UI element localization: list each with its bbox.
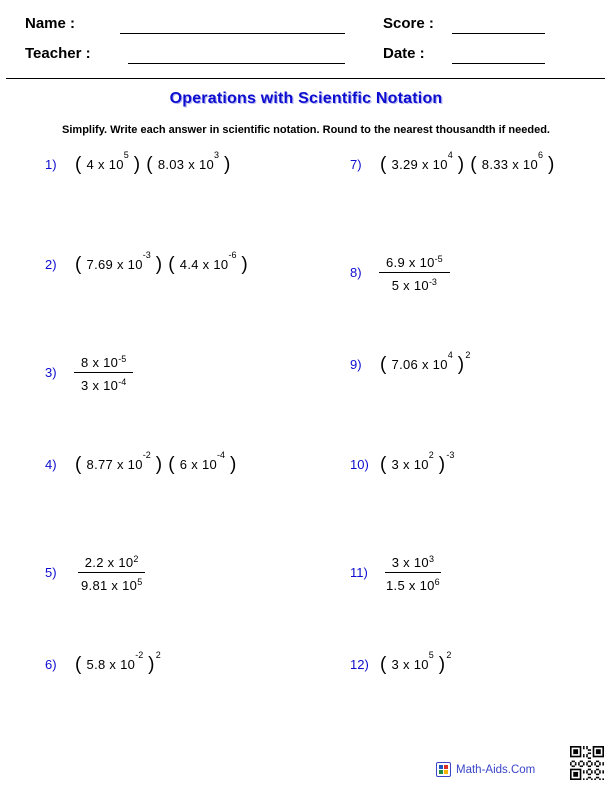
parenthesis: ) <box>438 454 446 475</box>
parenthesis: ( <box>75 454 82 475</box>
fraction-denominator: 9.81 x $10^5$ <box>81 576 143 593</box>
expression: ( 8.77 x $10^{-2}$ ) ( 6 x $10^{-4}$ ) <box>75 450 237 475</box>
expression <box>379 550 447 595</box>
expression: ( 3 x $10^5$ )$^2$ <box>380 650 452 675</box>
expression <box>74 350 133 395</box>
exponent: 4 <box>447 150 453 160</box>
exponent: 4 <box>447 350 453 360</box>
exponent: 6 <box>434 576 440 587</box>
parenthesis: ) <box>547 154 555 175</box>
problem-3 <box>45 350 133 394</box>
problem-number: 8) <box>350 264 362 280</box>
name-label: Name : <box>25 15 76 32</box>
parenthesis: ) <box>133 154 141 175</box>
teacher-label: Teacher : <box>25 45 91 62</box>
expression: ( 4 x $10^5$ ) ( 8.03 x $10^3$ ) <box>75 150 231 175</box>
expression: ( 7.06 x $10^4$ )$^2$ <box>380 350 471 375</box>
problem-10 <box>350 450 454 494</box>
parenthesis: ) <box>229 454 237 475</box>
fraction-denominator: 5 x $10^{-3}$ <box>391 276 437 293</box>
exponent: 3 <box>214 150 220 160</box>
exponent: -5 <box>118 353 127 364</box>
instructions-text: Simplify. Write each answer in scientific notation. Round to the nearest thousandth if needed. <box>62 124 550 136</box>
problem-1 <box>45 150 232 194</box>
exponent: 2 <box>465 350 471 360</box>
footer-brand <box>436 762 535 777</box>
parenthesis: ) <box>155 254 163 275</box>
fraction-numerator: 3 x $10^3$ <box>385 550 441 573</box>
problem-6 <box>45 650 161 694</box>
exponent: -4 <box>118 376 127 387</box>
expression: ( 5.8 x $10^{-2}$ )$^2$ <box>75 650 161 675</box>
exponent: -6 <box>228 250 237 260</box>
parenthesis: ) <box>438 654 446 675</box>
parenthesis: ( <box>168 454 175 475</box>
parenthesis: ) <box>223 154 231 175</box>
parenthesis: ) <box>148 654 155 675</box>
problem-number: 7) <box>350 157 362 172</box>
problem-7 <box>350 150 556 194</box>
parenthesis: ( <box>380 654 387 675</box>
parenthesis: ( <box>168 254 175 275</box>
exponent: 5 <box>123 150 129 160</box>
exponent: 2 <box>155 650 161 660</box>
parenthesis: ) <box>457 154 465 175</box>
exponent: 2 <box>428 450 434 460</box>
expression <box>74 550 149 595</box>
parenthesis: ( <box>75 654 82 675</box>
exponent: -3 <box>142 250 151 260</box>
problem-4 <box>45 450 238 494</box>
fraction <box>74 550 149 595</box>
problem-8 <box>350 250 450 294</box>
parenthesis: ) <box>457 354 465 375</box>
exponent: 3 <box>428 553 434 564</box>
problem-number: 5) <box>45 564 57 580</box>
parenthesis: ) <box>241 254 249 275</box>
fraction-denominator: 3 x $10^{-4}$ <box>81 376 127 393</box>
expression: ( 3 x $10^2$ )$^{-3}$ <box>380 450 455 475</box>
problem-number: 6) <box>45 657 57 672</box>
exponent: 2 <box>133 553 139 564</box>
fraction-numerator: 2.2 x $10^2$ <box>78 550 146 573</box>
problem-12 <box>350 650 451 694</box>
parenthesis: ( <box>380 454 387 475</box>
math-aids-link[interactable]: Math-Aids.Com <box>456 763 536 776</box>
fraction-denominator: 1.5 x $10^6$ <box>386 576 440 593</box>
parenthesis: ( <box>75 254 82 275</box>
expression: ( 7.69 x $10^{-3}$ ) ( 4.4 x $10^{-6}$ ) <box>75 250 249 275</box>
fraction <box>74 350 133 395</box>
problem-number: 12) <box>350 657 369 672</box>
score-label: Score : <box>383 15 434 32</box>
fraction <box>379 250 450 295</box>
problem-11 <box>350 550 447 594</box>
fraction <box>379 550 447 595</box>
date-label: Date : <box>383 45 425 62</box>
fraction-numerator: 6.9 x $10^{-5}$ <box>379 250 450 273</box>
problem-number: 2) <box>45 257 57 272</box>
problem-number: 4) <box>45 457 57 472</box>
math-aids-logo-icon <box>436 762 451 777</box>
problem-5 <box>45 550 149 594</box>
problem-number: 11) <box>350 564 368 580</box>
exponent: -5 <box>434 253 443 264</box>
exponent: -3 <box>446 450 455 460</box>
fraction-numerator: 8 x $10^{-5}$ <box>74 350 133 373</box>
exponent: 5 <box>137 576 143 587</box>
problem-number: 9) <box>350 357 362 372</box>
problem-number: 10) <box>350 457 369 472</box>
exponent: -2 <box>142 450 151 460</box>
problem-number: 1) <box>45 157 57 172</box>
expression <box>379 250 450 295</box>
problem-9 <box>350 350 470 394</box>
parenthesis: ( <box>470 154 477 175</box>
exponent: 2 <box>446 650 452 660</box>
exponent: -4 <box>217 450 226 460</box>
exponent: -3 <box>428 276 437 287</box>
worksheet-title: Operations with Scientific Notation <box>169 90 443 107</box>
parenthesis: ( <box>380 154 387 175</box>
expression: ( 3.29 x $10^4$ ) ( 8.33 x $10^6$ ) <box>380 150 555 175</box>
parenthesis: ) <box>155 454 163 475</box>
exponent: -2 <box>135 650 144 660</box>
parenthesis: ( <box>146 154 153 175</box>
parenthesis: ( <box>75 154 82 175</box>
exponent: 6 <box>538 150 544 160</box>
problem-number: 3) <box>45 364 57 380</box>
parenthesis: ( <box>380 354 387 375</box>
exponent: 5 <box>428 650 434 660</box>
problem-2 <box>45 250 249 294</box>
qr-code <box>570 746 604 780</box>
